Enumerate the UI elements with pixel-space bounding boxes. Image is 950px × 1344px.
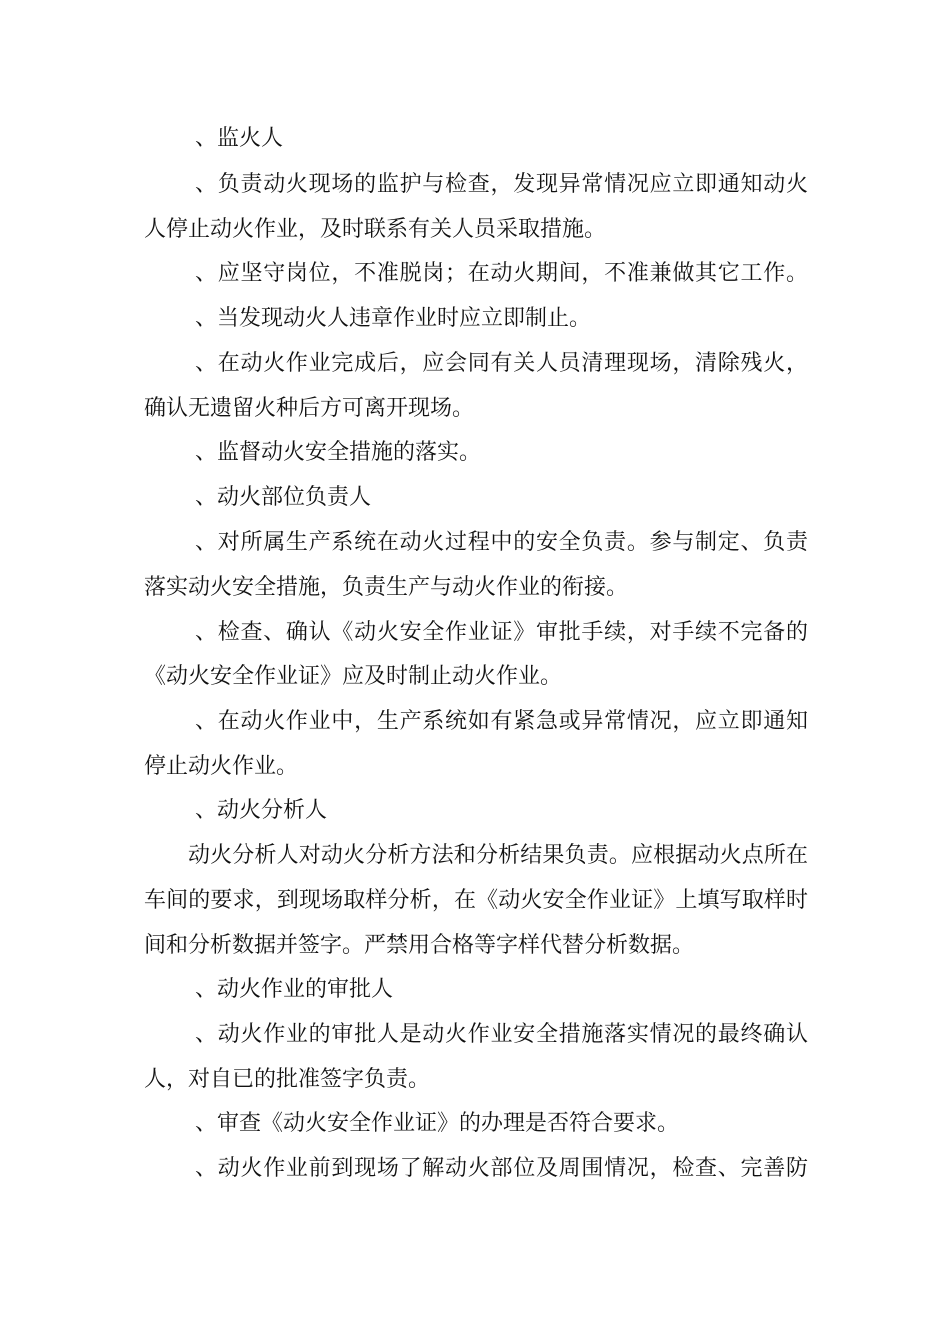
paragraph-line: 落实动火安全措施，负责生产与动火作业的衔接。	[144, 575, 629, 600]
paragraph-line: 、动火作业前到现场了解动火部位及周围情况，检查、完善防	[195, 1156, 809, 1181]
section-heading-analyst: 、动火分析人	[195, 798, 328, 823]
section-heading-fire-watcher: 、监火人	[195, 126, 284, 151]
paragraph-line: 、在动火作业完成后，应会同有关人员清理现场，清除残火，	[195, 351, 809, 376]
paragraph-line: 车间的要求，到现场取样分析，在《动火安全作业证》上填写取样时	[144, 888, 809, 913]
paragraph-line: 、应坚守岗位，不准脱岗；在动火期间，不准兼做其它工作。	[195, 261, 809, 286]
paragraph-line: 动火分析人对动火分析方法和分析结果负责。应根据动火点所在	[188, 843, 809, 868]
paragraph-line: 《动火安全作业证》应及时制止动火作业。	[144, 664, 563, 689]
paragraph-line: 、对所属生产系统在动火过程中的安全负责。参与制定、负责	[195, 530, 809, 555]
paragraph-line: 、审查《动火安全作业证》的办理是否符合要求。	[195, 1111, 680, 1136]
paragraph-line: 、检查、确认《动火安全作业证》审批手续，对手续不完备的	[195, 620, 809, 645]
paragraph-line: 、监督动火安全措施的落实。	[195, 440, 482, 465]
paragraph-line: 、当发现动火人违章作业时应立即制止。	[195, 306, 592, 331]
paragraph-line: 、动火作业的审批人是动火作业安全措施落实情况的最终确认	[195, 1022, 809, 1047]
section-heading-approver: 、动火作业的审批人	[195, 977, 394, 1002]
paragraph-line: 间和分析数据并签字。严禁用合格等字样代替分析数据。	[144, 933, 695, 958]
paragraph-line: 人停止动火作业，及时联系有关人员采取措施。	[144, 217, 607, 242]
paragraph-line: 、负责动火现场的监护与检查，发现异常情况应立即通知动火	[195, 172, 809, 197]
paragraph-line: 确认无遗留火种后方可离开现场。	[144, 396, 475, 421]
paragraph-line: 、在动火作业中，生产系统如有紧急或异常情况，应立即通知	[195, 709, 809, 734]
section-heading-site-responsible: 、动火部位负责人	[195, 485, 372, 510]
paragraph-line: 停止动火作业。	[144, 754, 299, 779]
paragraph-line: 人，对自已的批准签字负责。	[144, 1067, 431, 1092]
